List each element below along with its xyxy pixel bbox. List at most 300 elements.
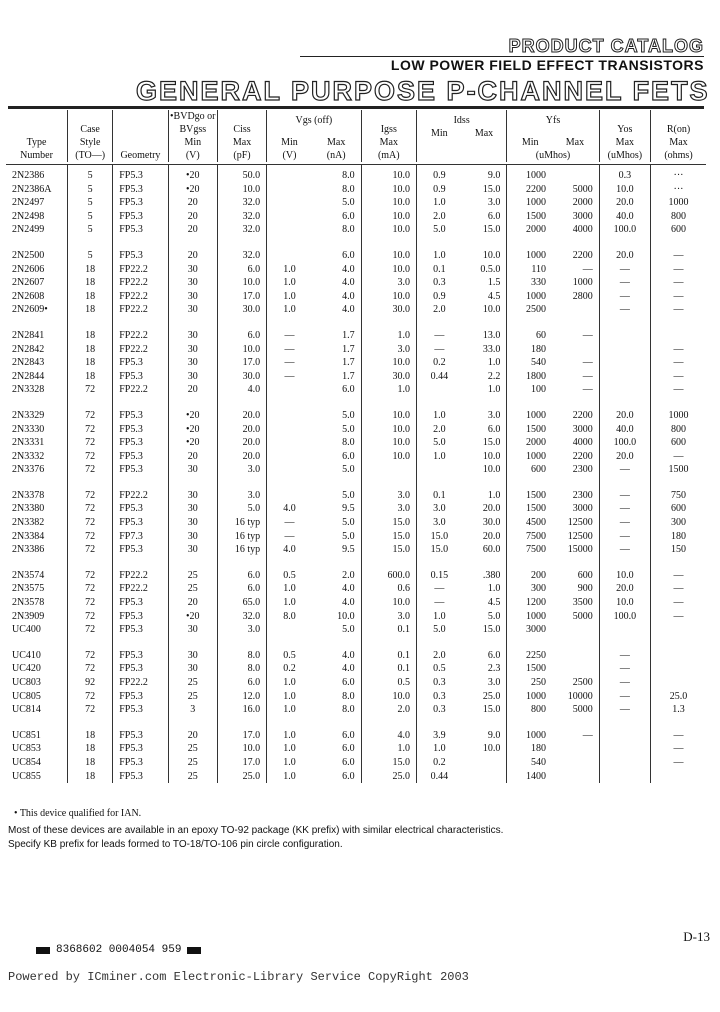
cell-bvdgo: 30 [168,356,217,370]
cell-idss-min: 5.0 [417,623,462,637]
cell-igss: 10.0 [361,423,416,437]
cell-igss: 10.0 [361,183,416,197]
cell-ron: — [651,249,707,263]
cell-igss: 0.5 [361,676,416,690]
cell-ron: — [651,729,707,743]
cell-bvdgo: 30 [168,649,217,663]
cell-igss: 10.0 [361,436,416,450]
cell-case: 72 [68,649,113,663]
cell-ciss: 16.0 [217,703,266,717]
cell-yfs-min: 1000 [507,290,552,304]
cell-igss: 3.0 [361,610,416,624]
cell-ron: — [651,383,707,397]
cell-ron: — [651,370,707,384]
table-row [6,263,706,277]
cell-vgs-min: 1.0 [267,290,312,304]
cell-yos [599,329,650,343]
cell-ciss: 8.0 [217,662,266,676]
cell-yfs-min: 1000 [507,450,552,464]
cell-ciss: 17.0 [217,729,266,743]
powered-by: Powered by ICminer.com Electronic-Library Service CopyRight 2003 [8,970,469,984]
cell-idss-min: 1.0 [417,450,462,464]
cell-bvdgo: 25 [168,756,217,770]
cell-yfs-max: 2300 [572,489,593,501]
cell-vgs-max: 4.0 [342,263,355,275]
cell-bvdgo: 20 [168,223,217,237]
cell-type: 2N3575 [12,583,45,595]
cell-type: 2N3384 [12,530,45,542]
cell-type: 2N2498 [12,210,45,222]
cell-vgs-min: 0.2 [267,662,312,676]
cell-case: 18 [68,329,113,343]
cell-yfs-max: — [582,384,593,396]
cell-idss-min [417,463,462,477]
cell-ciss: 3.0 [217,489,266,503]
cell-ciss: 10.0 [217,742,266,756]
table-row [6,343,706,357]
cell-yos [599,343,650,357]
cell-ron: — [651,756,707,770]
cell-bvdgo: 25 [168,742,217,756]
cell-geometry: FP5.3 [113,756,168,770]
cell-igss: 1.0 [361,383,416,397]
cell-vgs-max: 4.0 [342,304,355,316]
table-row [6,770,706,784]
cell-case: 72 [68,423,113,437]
cell-idss-min: 15.0 [417,543,462,557]
cell-idss-min: 0.9 [417,165,462,183]
cell-case: 72 [68,516,113,530]
cell-ciss: 6.0 [217,329,266,343]
cell-ciss: 10.0 [217,183,266,197]
cell-vgs-min [267,383,312,397]
cell-vgs-min: 1.0 [267,690,312,704]
cell-yfs-min: 1000 [507,249,552,263]
table-row [6,676,706,690]
cell-idss-max: 6.0 [487,210,501,222]
col-ron-header: R(on) Max (ohms) [651,110,707,162]
table-row [6,196,706,210]
cell-bvdgo: 20 [168,596,217,610]
cell-yfs-min: 600 [507,463,552,477]
cell-vgs-min: 1.0 [267,303,312,317]
cell-yos: — [599,530,650,544]
cell-bvdgo: 30 [168,263,217,277]
cell-igss: 0.1 [361,662,416,676]
cell-idss-max: 2.3 [487,663,501,675]
cell-igss: 10.0 [361,165,416,183]
cell-vgs-max: 6.0 [342,729,355,741]
cell-yfs-max [552,623,599,637]
cell-yfs-max [552,303,599,317]
cell-ron: — [651,290,707,304]
cell-case: 18 [68,756,113,770]
cell-yfs-min: 540 [507,356,552,370]
cell-idss-max: 15.0 [482,437,501,449]
cell-idss-max: 15.0 [482,183,501,195]
cell-yos [599,383,650,397]
page-title: GENERAL PURPOSE P-CHANNEL FETS [136,76,710,106]
cell-yfs-max: — [582,357,593,369]
cell-idss-min: 1.0 [417,610,462,624]
cell-vgs-max: 6.0 [342,210,355,222]
cell-vgs-max: 1.7 [342,329,355,341]
table-row [6,276,706,290]
cell-ron: — [651,610,707,624]
cell-yfs-min: 2000 [507,223,552,237]
cell-geometry: FP5.3 [113,356,168,370]
cell-yos: — [599,502,650,516]
cell-idss-max: 20.0 [482,530,501,542]
cell-idss-max: 10.0 [482,249,501,261]
cell-bvdgo: •20 [168,409,217,423]
cell-yos: — [599,276,650,290]
cell-geometry: FP5.3 [113,165,168,183]
cell-vgs-min: — [267,356,312,370]
cell-idss-max: 1.0 [487,384,501,396]
cell-vgs-min [267,623,312,637]
table-row [6,356,706,370]
cell-yfs-min: 1000 [507,165,552,183]
cell-ron: — [651,303,707,317]
cell-idss-max: 3.0 [487,409,501,421]
cell-geometry: FP5.3 [113,729,168,743]
cell-ron: 180 [651,530,707,544]
cell-yfs-min: 1000 [507,196,552,210]
cell-bvdgo: 30 [168,303,217,317]
cell-type: UC400 [12,624,41,636]
cell-vgs-max: 5.0 [342,489,355,501]
cell-yos: 40.0 [599,210,650,224]
cell-yos: 20.0 [599,409,650,423]
cell-type: UC805 [12,690,41,702]
cell-yfs-max: 1000 [572,277,593,289]
cell-case: 72 [68,569,113,583]
cell-yfs-max: 3000 [572,423,593,435]
cell-idss-min: 2.0 [417,210,462,224]
cell-case: 72 [68,610,113,624]
cell-geometry: FP5.3 [113,502,168,516]
cell-bvdgo: 30 [168,662,217,676]
cell-idss-min: 3.0 [417,516,462,530]
spec-table-body [6,165,706,784]
cell-case: 72 [68,582,113,596]
cell-vgs-min [267,196,312,210]
cell-yfs-max: 3000 [572,503,593,515]
cell-ron: 800 [651,423,707,437]
spec-table [6,110,706,783]
cell-bvdgo: 30 [168,623,217,637]
cell-idss-max: 20.0 [482,503,501,515]
cell-bvdgo: •20 [168,183,217,197]
cell-case: 72 [68,436,113,450]
cell-type: 2N3578 [12,597,45,609]
cell-bvdgo: •20 [168,165,217,183]
cell-case: 5 [68,196,113,210]
col-vgs-header: Vgs (off) [267,110,361,127]
cell-igss: 10.0 [361,290,416,304]
cell-ciss: 20.0 [217,409,266,423]
col-idss-min-header: Min [417,127,462,162]
cell-yfs-max: — [582,370,593,382]
table-row [6,463,706,477]
table-row [6,742,706,756]
table-row [6,450,706,464]
cell-yfs-max [552,742,599,756]
cell-type: 2N3574 [12,569,45,581]
cell-idss-max: 1.0 [487,583,501,595]
cell-idss-min: 15.0 [417,530,462,544]
cell-idss-max: 30.0 [482,517,501,529]
cell-ron: 1000 [651,409,707,423]
cell-idss-min: 0.3 [417,703,462,717]
cell-idss-max: 5.0 [487,610,501,622]
cell-igss [361,463,416,477]
cell-yos: 10.0 [599,596,650,610]
cell-yos: — [599,516,650,530]
cell-yfs-max: 5000 [572,610,593,622]
cell-yos: 100.0 [599,610,650,624]
cell-type: UC854 [12,756,41,768]
col-geometry-header: Geometry [113,110,168,162]
cell-yos: — [599,649,650,663]
col-igss-header: Igss Max (mA) [361,110,416,162]
cell-igss: 4.0 [361,729,416,743]
cell-idss-min: — [417,343,462,357]
cell-type: UC851 [12,729,41,741]
cell-yfs-min: 1000 [507,409,552,423]
cell-igss: 15.0 [361,530,416,544]
cell-yfs-max: 2200 [572,450,593,462]
cell-ciss: 16 typ [217,516,266,530]
cell-yfs-max [552,649,599,663]
cell-idss-max: 60.0 [482,544,501,556]
cell-idss-min: 0.3 [417,676,462,690]
cell-vgs-min [267,450,312,464]
cell-ciss: 32.0 [217,249,266,263]
cell-bvdgo: 30 [168,370,217,384]
cell-geometry: FP5.3 [113,210,168,224]
cell-igss: 10.0 [361,356,416,370]
cell-ciss: 10.0 [217,276,266,290]
cell-ciss: 30.0 [217,370,266,384]
cell-geometry: FP7.3 [113,530,168,544]
cell-idss-max: 15.0 [482,624,501,636]
cell-ciss: 32.0 [217,223,266,237]
cell-yfs-min: 250 [507,676,552,690]
cell-geometry: FP5.3 [113,409,168,423]
col-ciss-header: Ciss Max (pF) [217,110,266,162]
cell-geometry: FP5.3 [113,649,168,663]
cell-ron: — [651,356,707,370]
cell-ron [651,329,707,343]
cell-yos: — [599,703,650,717]
cell-ciss: 16 typ [217,530,266,544]
cell-ciss: 25.0 [217,770,266,784]
cell-vgs-max: 9.5 [342,544,355,556]
cell-bvdgo: 30 [168,343,217,357]
cell-vgs-min: — [267,329,312,343]
cell-bvdgo: 30 [168,543,217,557]
barcode-block-right [187,947,201,954]
cell-idss-max: 1.0 [487,489,501,501]
cell-ciss: 12.0 [217,690,266,704]
cell-ciss: 3.0 [217,623,266,637]
cell-vgs-max: 5.0 [342,197,355,209]
table-row [6,290,706,304]
cell-ron: 800 [651,210,707,224]
cell-type: 2N3328 [12,384,45,396]
cell-geometry: FP22.2 [113,343,168,357]
cell-yfs-min: 60 [507,329,552,343]
cell-yfs-max [552,662,599,676]
cell-case: 72 [68,463,113,477]
cell-idss-max: 9.0 [487,170,501,181]
cell-yfs-max: 2300 [572,464,593,476]
cell-vgs-min [267,463,312,477]
cell-vgs-min: 1.0 [267,703,312,717]
cell-igss: 3.0 [361,343,416,357]
cell-yfs-max: 4000 [572,224,593,236]
cell-vgs-max: 4.0 [342,649,355,661]
cell-igss: 1.0 [361,329,416,343]
cell-ciss: 5.0 [217,502,266,516]
cell-yfs-min: 180 [507,742,552,756]
cell-yfs-min: 100 [507,383,552,397]
cell-yfs-max: 10000 [567,690,593,702]
cell-idss-min: 0.1 [417,489,462,503]
cell-yos: 100.0 [599,436,650,450]
cell-yfs-min: 2000 [507,436,552,450]
cell-ron: 750 [651,489,707,503]
cell-idss-max: 6.0 [487,423,501,435]
cell-type: 2N3332 [12,450,45,462]
cell-idss-min: — [417,596,462,610]
cell-idss-max: 1.0 [487,357,501,369]
cell-type: UC853 [12,743,41,755]
cell-idss-max: 10.0 [482,743,501,755]
table-row [6,530,706,544]
cell-type: 2N2609• [12,304,48,316]
table-row [6,303,706,317]
cell-geometry: FP5.3 [113,223,168,237]
table-row [6,489,706,503]
cell-yfs-max: 900 [577,583,593,595]
cell-idss-min: 2.0 [417,303,462,317]
cell-yfs-max: 4000 [572,437,593,449]
cell-vgs-min [267,210,312,224]
footnote-prefix: Specify KB prefix for leads formed to TO-18/TO-106 pin circle configuration. [8,839,343,850]
cell-type: 2N2499 [12,224,45,236]
cell-idss-max: 2.2 [487,370,501,382]
cell-vgs-min [267,183,312,197]
cell-vgs-min: 1.0 [267,756,312,770]
cell-ciss: 3.0 [217,463,266,477]
col-type-header: Type Number [20,137,53,161]
col-idss-max-header: Max [474,128,494,140]
cell-vgs-min [267,165,312,183]
cell-ciss: 17.0 [217,356,266,370]
cell-yfs-min: 1500 [507,423,552,437]
cell-igss: 10.0 [361,409,416,423]
cell-bvdgo: 25 [168,582,217,596]
cell-vgs-min: 1.0 [267,276,312,290]
cell-igss: 0.1 [361,649,416,663]
table-row [6,436,706,450]
cell-type: UC855 [12,770,41,782]
cell-idss-max [462,756,507,770]
cell-yfs-max: — [582,263,593,275]
cell-type: 2N3329 [12,409,45,421]
col-case-header: Case Style (TO—) [68,110,113,162]
cell-bvdgo: 30 [168,530,217,544]
cell-ciss: 20.0 [217,450,266,464]
cell-idss-min: 0.44 [417,370,462,384]
cell-vgs-max: 5.0 [342,409,355,421]
cell-yfs-min: 1800 [507,370,552,384]
cell-igss: 10.0 [361,263,416,277]
table-row [6,690,706,704]
cell-igss: 30.0 [361,370,416,384]
table-row [6,516,706,530]
cell-case: 92 [68,676,113,690]
cell-vgs-max: 8.0 [342,170,355,181]
cell-geometry: FP5.3 [113,770,168,784]
cell-yos: — [599,690,650,704]
cell-idss-min: 0.9 [417,183,462,197]
cell-igss: 1.0 [361,742,416,756]
cell-igss: 3.0 [361,502,416,516]
cell-yfs-max: 2200 [572,409,593,421]
cell-igss: 15.0 [361,543,416,557]
cell-idss-min: 5.0 [417,436,462,450]
cell-yos [599,623,650,637]
cell-vgs-min: 1.0 [267,729,312,743]
cell-bvdgo: 20 [168,249,217,263]
cell-yfs-max: 3000 [572,210,593,222]
cell-ron: 600 [651,502,707,516]
cell-geometry: FP5.3 [113,690,168,704]
cell-ciss: 17.0 [217,756,266,770]
cell-vgs-max: 5.0 [342,517,355,529]
cell-case: 72 [68,502,113,516]
cell-ciss: 8.0 [217,649,266,663]
cell-vgs-min: — [267,516,312,530]
cell-idss-max: 4.5 [487,290,501,302]
cell-case: 72 [68,409,113,423]
table-row [6,623,706,637]
col-yfs-header: Yfs [507,110,599,127]
table-row [6,543,706,557]
cell-idss-max: 3.0 [487,197,501,209]
footnote-ian: • This device qualified for IAN. [14,808,142,819]
cell-vgs-min: 1.0 [267,263,312,277]
group-spacer [6,397,706,409]
col-yos-header: Yos Max (uMhos) [599,110,650,162]
cell-ciss: 65.0 [217,596,266,610]
cell-yfs-max: 2000 [572,197,593,209]
cell-bvdgo: 25 [168,569,217,583]
cell-vgs-max: 8.0 [342,437,355,449]
cell-yos [599,370,650,384]
cell-case: 5 [68,223,113,237]
cell-case: 72 [68,690,113,704]
cell-yfs-max: 12500 [567,530,593,542]
cell-vgs-min: 1.0 [267,596,312,610]
cell-idss-min: 1.0 [417,196,462,210]
cell-case: 72 [68,383,113,397]
cell-idss-max: 4.5 [487,597,501,609]
